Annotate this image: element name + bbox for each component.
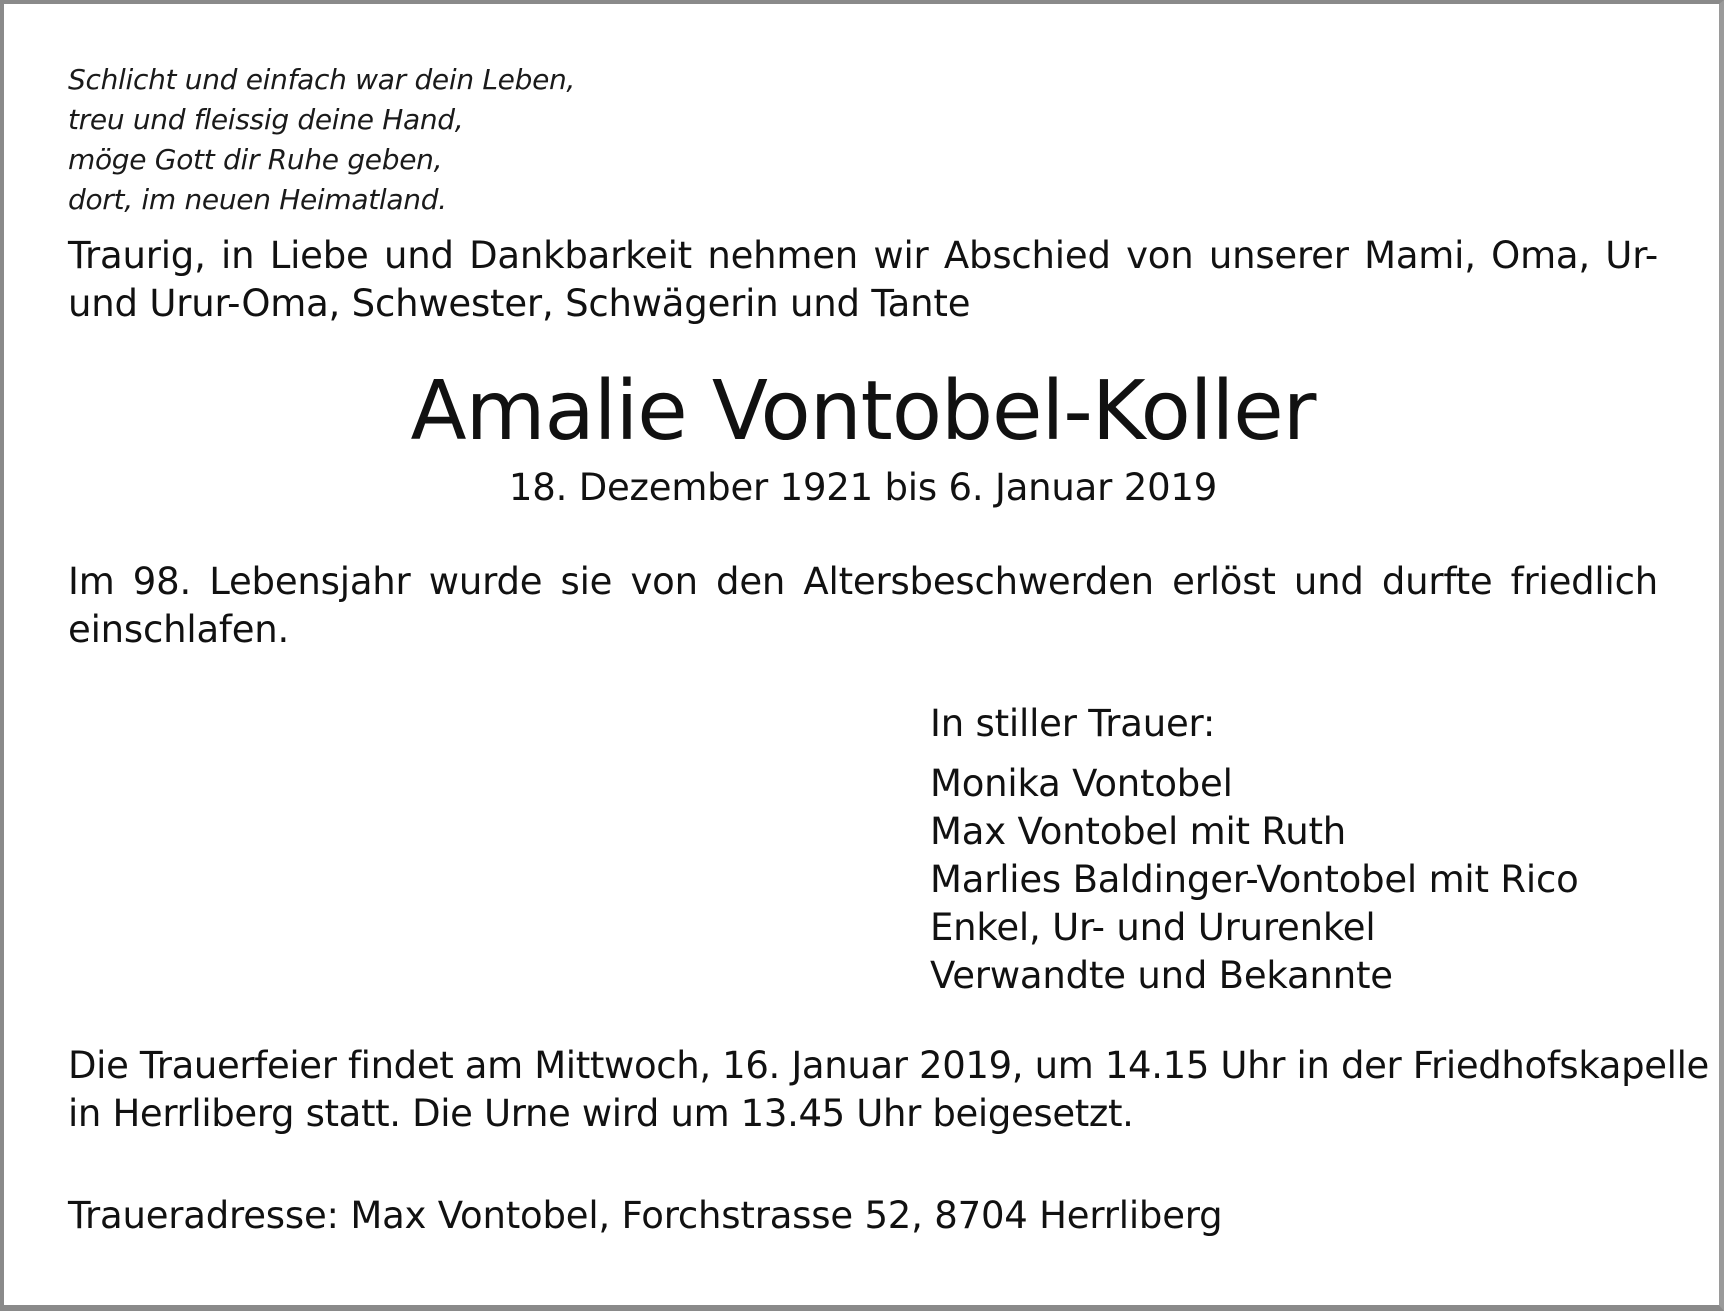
mourners-heading: In stiller Trauer: bbox=[930, 702, 1216, 745]
mourner-name: Max Vontobel mit Ruth bbox=[930, 810, 1347, 853]
ceremony-line: Die Trauerfeier findet am Mittwoch, 16. Januar 2019, um 14.15 Uhr in der Friedhofskapelle bbox=[68, 1044, 1709, 1087]
poem-line: möge Gott dir Ruhe geben, bbox=[68, 143, 443, 176]
poem bbox=[68, 60, 1658, 220]
life-dates: 18. Dezember 1921 bis 6. Januar 2019 bbox=[508, 466, 1218, 509]
mourner-name: Verwandte und Bekannte bbox=[930, 954, 1393, 997]
ceremony-line: in Herrliberg statt. Die Urne wird um 13.45 Uhr beigesetzt. bbox=[68, 1092, 1134, 1135]
mourners-block bbox=[930, 700, 1658, 1000]
ceremony-info bbox=[68, 1042, 1709, 1138]
obituary-notice bbox=[68, 60, 1709, 1240]
mourner-name: Monika Vontobel bbox=[930, 762, 1233, 805]
mourning-address: Traueradresse: Max Vontobel, Forchstrasse 52, 8704 Herrliberg bbox=[68, 1194, 1223, 1237]
mourner-name: Enkel, Ur- und Ururenkel bbox=[930, 906, 1376, 949]
passing-text: Im 98. Lebensjahr wurde sie von den Altersbeschwerden erlöst und durfte friedlich einschlafen. bbox=[68, 560, 1658, 651]
deceased-name: Amalie Vontobel-Koller bbox=[410, 364, 1316, 459]
poem-line: dort, im neuen Heimatland. bbox=[68, 183, 447, 216]
poem-line: Schlicht und einfach war dein Leben, bbox=[68, 63, 576, 96]
intro-text: Traurig, in Liebe und Dankbarkeit nehmen wir Abschied von unserer Mami, Oma, Ur- und Urur-Oma, Schwester, Schwägerin und Tante bbox=[68, 234, 1658, 325]
mourner-name: Marlies Baldinger-Vontobel mit Rico bbox=[930, 858, 1579, 901]
poem-line: treu und fleissig deine Hand, bbox=[68, 103, 464, 136]
